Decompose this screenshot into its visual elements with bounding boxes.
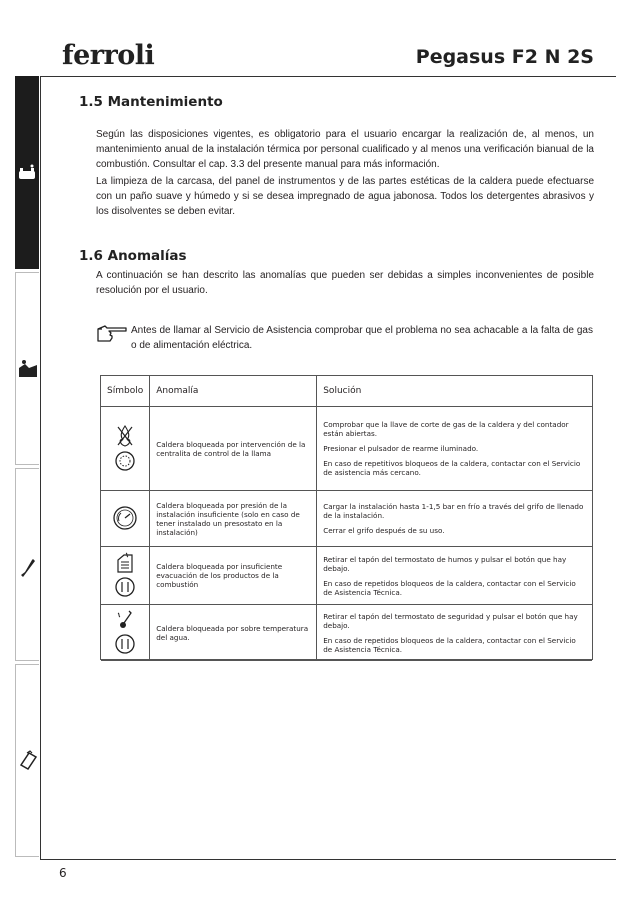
symbol-cell — [101, 547, 150, 605]
maintenance-paragraph-1: Según las disposiciones vigentes, es obligatorio para el usuario encargar la realización de, al menos, un mantenimiento anual de la instalación térmica por personal cualificado y al menos una verificación bianual de la combustión. Consultar el cap. 3.3 del presente manual para más información. — [96, 129, 594, 170]
footer-rule — [40, 859, 616, 860]
service-note: Antes de llamar al Servicio de Asistencia comprobar que el problema no sea achacable a la falta de gas o de alimentación eléctrica. — [131, 325, 593, 351]
solution-text: En caso de repetitivos bloqueos de la caldera, contactar con el Servicio de asistencia más cercano. — [323, 459, 581, 477]
anomaly-cell: Caldera bloqueada por insuficiente evacuación de los productos de la combustión — [150, 547, 317, 605]
solution-text: Presionar el pulsador de rearme iluminado. — [323, 444, 479, 453]
symbol-cell — [101, 605, 150, 661]
reset-knob-icon — [103, 450, 147, 474]
sidebar-tab-installer[interactable] — [15, 272, 39, 465]
page-number: 6 — [59, 866, 67, 880]
solution-text: Cerrar el grifo después de su uso. — [323, 526, 445, 535]
section-title-maintenance: 1.5 Mantenimiento — [79, 94, 223, 110]
maintenance-paragraph-2: La limpieza de la carcasa, del panel de instrumentos y de las partes estéticas de la caldera puede efectuarse con un paño suave y húmedo y si se desea impregnado de agua jabonosa. Todos los detergentes abrasivos y los disolventes se deben evitar. — [96, 176, 594, 217]
solution-text: Cargar la instalación hasta 1-1,5 bar en frío a través del grifo de llenado de la instalación. — [323, 502, 584, 520]
sidebar-tab-user[interactable] — [15, 76, 39, 269]
clipboard-icon — [16, 749, 40, 777]
sidebar-tab-technical[interactable] — [15, 664, 39, 857]
sidebar-tab-service[interactable] — [15, 468, 39, 661]
thermostat-knob-icon — [103, 576, 147, 600]
header-rule — [40, 76, 616, 77]
table-header-row — [101, 376, 592, 407]
wrench-icon — [16, 557, 40, 585]
table-row — [101, 491, 592, 547]
symbol-cell — [101, 407, 150, 491]
table-row — [101, 547, 592, 605]
header-solution: Solución — [317, 376, 592, 407]
anomaly-cell: Caldera bloqueada por presión de la instalación insuficiente (solo en caso de tener instalado un presostato en la instalación) — [150, 491, 317, 547]
section-title-anomalies: 1.6 Anomalías — [79, 248, 187, 264]
brand-logo: ferroli — [62, 40, 155, 71]
user-chair-icon — [15, 164, 39, 188]
thermostat-knob-icon — [103, 633, 147, 657]
anomalies-intro: A continuación se han descrito las anomalías que pueden ser debidas a simples inconvenientes de posible resolución por el usuario. — [96, 270, 594, 296]
solution-cell — [317, 605, 592, 661]
solution-text: En caso de repetidos bloqueos de la caldera, contactar con el Servicio de Asistencia Técnica. — [323, 635, 576, 654]
overheat-thermometer-icon — [103, 609, 147, 633]
anomaly-table — [101, 376, 592, 661]
anomaly-cell: Caldera bloqueada por sobre temperatura del agua. — [150, 605, 317, 661]
pointing-hand-icon — [96, 322, 128, 346]
pressure-gauge-icon — [103, 505, 147, 533]
installer-icon — [16, 359, 40, 385]
anomaly-cell: Caldera bloqueada por intervención de la centralita de control de la llama — [150, 407, 317, 491]
solution-cell — [317, 491, 592, 547]
header-anomaly: Anomalía — [150, 376, 317, 407]
sidebar-divider — [40, 76, 41, 860]
solution-cell — [317, 407, 592, 491]
solution-text: En caso de repetidos bloqueos de la caldera, contactar con el Servicio de Asistencia Técnica. — [323, 578, 576, 597]
table-row — [101, 605, 592, 661]
symbol-cell — [101, 491, 150, 547]
solution-text: Retirar el tapón del termostato de humos y pulsar el botón que hay debajo. — [323, 554, 567, 573]
solution-cell — [317, 547, 592, 605]
header-symbol: Símbolo — [101, 376, 150, 407]
solution-text: Comprobar que la llave de corte de gas de la caldera y del contador están abiertas. — [323, 420, 569, 438]
solution-text: Retirar el tapón del termostato de seguridad y pulsar el botón que hay debajo. — [323, 611, 578, 630]
model-name: Pegasus F2 N 2S — [415, 46, 594, 68]
flue-thermostat-icon — [103, 552, 147, 576]
table-row — [101, 407, 592, 491]
crossed-flame-icon — [103, 424, 147, 450]
